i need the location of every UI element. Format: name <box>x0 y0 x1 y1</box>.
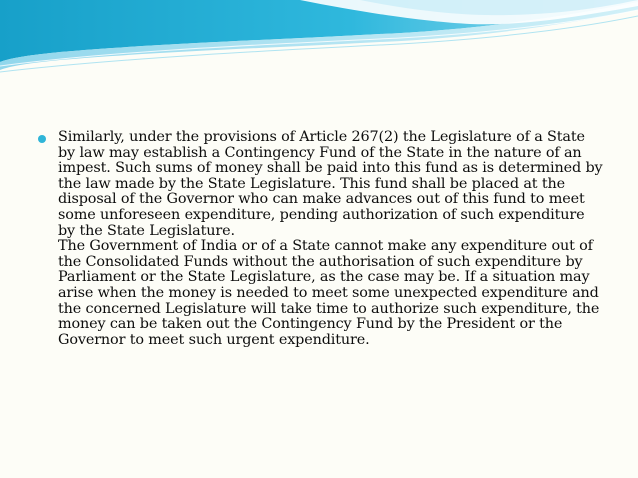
header-wave-decoration <box>0 0 638 80</box>
body-text <box>58 130 603 348</box>
paragraph-contingency-fund-state: Similarly, under the provisions of Article 267(2) the Legislature of a State by law may establish a Contingency Fund of the State in the nature of an impest. Such sums of money shall be paid into this fund as is determined by the law made by the State Legislature. This fund shall be placed at the disposal of the Governor who can make advances out of this fund to meet some unforeseen expenditure, pending authorization of such expenditure by the State Legislature. <box>58 129 603 239</box>
bullet-dot-icon <box>38 135 46 143</box>
paragraph-contingency-fund-expenditure: The Government of India or of a State cannot make any expenditure out of the Consolidated Funds without the authorisation of such expenditure by Parliament or the State Legislature, as the case may be. If a situation may arise when the money is needed to meet some unexpected expenditure and the concerned Legislature will take time to authorize such expenditure, the money can be taken out the Contingency Fund by the President or the Governor to meet such urgent expenditure. <box>58 238 600 348</box>
